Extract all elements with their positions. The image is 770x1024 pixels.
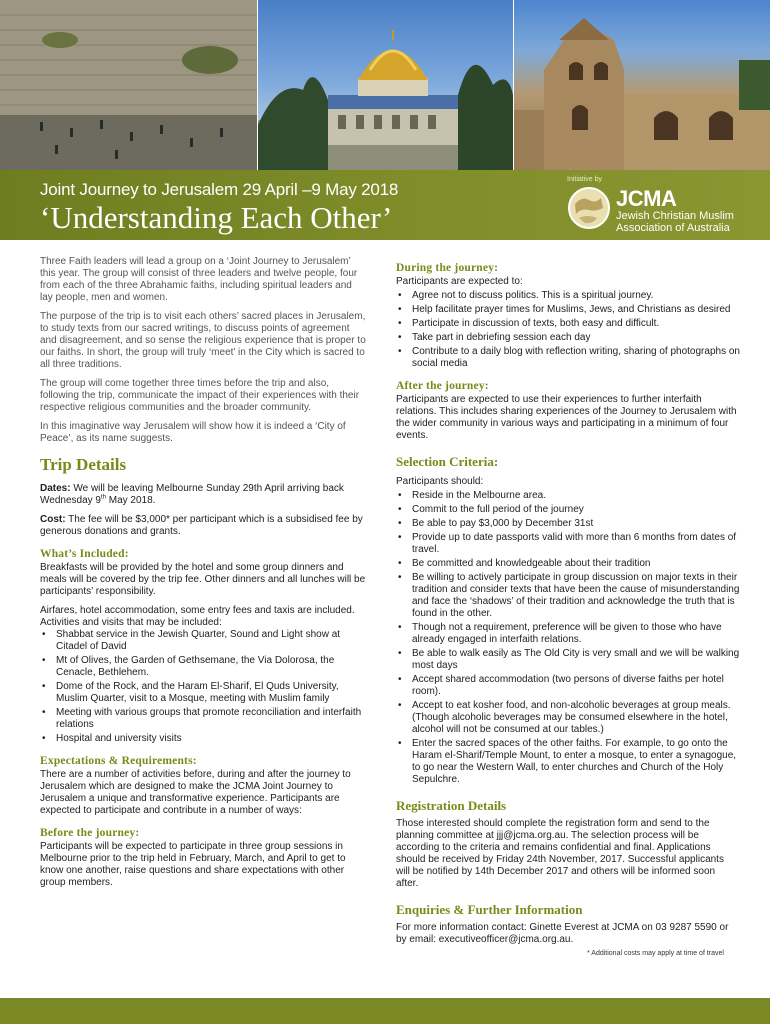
- list-item: • Shabbat service in the Jewish Quarter, Sound and Light show at Citadel of David: [40, 629, 366, 653]
- intro-paragraph: In this imaginative way Jerusalem will show how it is indeed a ‘City of Peace’, as its name suggests.: [40, 421, 346, 444]
- journey-dates-subtitle: Joint Journey to Jerusalem 29 April –9 May 2018: [40, 180, 399, 199]
- list-item: • Participate in discussion of texts, both easy and difficult.: [396, 318, 740, 330]
- list-item: • Agree not to discuss politics. This is a spiritual journey.: [396, 290, 740, 302]
- whats-included-heading: What’s Included:: [40, 548, 129, 560]
- dates-paragraph: [40, 483, 366, 507]
- dome-of-the-rock-photo: [257, 0, 514, 170]
- list-item: • Dome of the Rock, and the Haram El-Sharif, El Quds University, Muslim Quarter, visit to a Mosque, meeting with Muslim family: [40, 681, 366, 705]
- selection-criteria-heading: Selection Criteria:: [396, 454, 499, 469]
- cost-paragraph: [40, 514, 366, 538]
- before-journey-heading: Before the journey:: [40, 827, 140, 839]
- intro-paragraph: The group will come together three times before the trip and also, following the trip, communicate the impact of their experiences with their respective religious communities and the broader community.: [40, 378, 360, 413]
- after-journey-heading: After the journey:: [396, 380, 489, 392]
- selection-criteria-list: [396, 490, 740, 786]
- list-item: • Enter the sacred spaces of the other faiths. For example, to go onto the Haram el-Sharif/Temple Mount, to enter a mosque, to enter a synagogue, to go near the Western Wall, to enter churches and Church of the Holy Sepulchre.: [396, 738, 740, 786]
- footnote: * Additional costs may apply at time of travel: [587, 950, 724, 957]
- intro-section: [40, 256, 366, 445]
- holy-sepulchre-photo: [514, 0, 770, 170]
- list-item: • Reside in the Melbourne area.: [396, 490, 740, 502]
- expectations-paragraph: There are a number of activities before, during and after the journey to Jerusalem which are designed to make the JCMA Joint Journey to Jerusalem a unique and transformative experience. Participants are expected to participate and contribute in a number of ways:: [40, 769, 351, 816]
- page-title: ‘Understanding Each Other’: [40, 200, 393, 235]
- list-item: • Be able to walk easily as The Old City is very small and we will be walking most days: [396, 648, 740, 672]
- expectations-heading: Expectations & Requirements:: [40, 755, 197, 767]
- western-wall-photo: [0, 0, 257, 170]
- during-journey-heading: During the journey:: [396, 262, 499, 274]
- dates-label: Dates:: [40, 483, 71, 494]
- globe-logo-icon: [567, 186, 611, 230]
- logo-name-line-1: Jewish Christian Muslim: [616, 210, 734, 222]
- dates-text: We will be leaving Melbourne Sunday 29th April arriving back Wednesday 9: [40, 483, 344, 506]
- during-journey-intro: Participants are expected to:: [396, 276, 523, 287]
- list-item: • Be committed and knowledgeable about their tradition: [396, 558, 740, 570]
- jcma-logo: [616, 188, 734, 234]
- list-item: • Provide up to date passports valid with more than 6 months from dates of travel.: [396, 532, 740, 556]
- enquiries-heading: Enquiries & Further Information: [396, 902, 583, 917]
- right-column: [396, 256, 740, 946]
- list-item: • Mt of Olives, the Garden of Gethsemane, the Via Dolorosa, the Cenacle, Bethlehem.: [40, 655, 366, 679]
- cost-label: Cost:: [40, 514, 66, 525]
- activities-list: [40, 629, 366, 745]
- airfares-paragraph: Airfares, hotel accommodation, some entry fees and taxis are included. Activities and visits that may be included:: [40, 605, 355, 628]
- header-banner: [0, 170, 770, 240]
- trip-details-heading: Trip Details: [40, 455, 127, 474]
- list-item: • Commit to the full period of the journey: [396, 504, 740, 516]
- logo-name-line-2: Association of Australia: [616, 222, 730, 234]
- footer-bar: [0, 998, 770, 1024]
- dates-text-end: May 2018.: [105, 495, 156, 506]
- left-column: [40, 256, 366, 889]
- list-item: • Take part in debriefing session each day: [396, 332, 740, 344]
- list-item: • Be willing to actively participate in group discussion on major texts in their tradition and consider texts that have been the cause of misunderstanding and face the ‘shadows’ of their tradition and acknowledge the truth that is found in the other.: [396, 572, 740, 620]
- list-item: • Help facilitate prayer times for Muslims, Jews, and Christians as desired: [396, 304, 740, 316]
- selection-intro: Participants should:: [396, 476, 484, 487]
- initiative-label: Initiative by: [567, 176, 603, 183]
- logo-acronym: JCMA: [616, 186, 677, 211]
- list-item: • Hospital and university visits: [40, 733, 366, 745]
- meals-paragraph: Breakfasts will be provided by the hotel and some group dinners and meals will be covered by the trip fee. Other dinners and all lunches will be participants’ responsibility.: [40, 562, 366, 597]
- list-item: • Be able to pay $3,000 by December 31st: [396, 518, 740, 530]
- registration-heading: Registration Details: [396, 798, 507, 813]
- list-item: • Though not a requirement, preference will be given to those who have already engaged in interfaith relations.: [396, 622, 740, 646]
- intro-paragraph: The purpose of the trip is to visit each others’ sacred places in Jerusalem, to study texts from our sacred writings, to discuss points of agreement and disagreement, and so sense the religious experience that is proper to our faiths. In short, the group will truly ‘meet’ in the City which is sacred to all three traditions.: [40, 311, 366, 370]
- during-journey-list: [396, 290, 740, 370]
- list-item: • Meeting with various groups that promote reconciliation and interfaith relations: [40, 707, 366, 731]
- list-item: • Contribute to a daily blog with reflection writing, sharing of photographs on social media: [396, 346, 740, 370]
- intro-paragraph: Three Faith leaders will lead a group on a ‘Joint Journey to Jerusalem’ this year. The group will consist of three leaders and twelve people, four from each of the three Abrahamic faiths, including spiritual leaders and lay people, men and women.: [40, 256, 358, 303]
- list-item: • Accept shared accommodation (two persons of diverse faiths per hotel room).: [396, 674, 740, 698]
- dates-superscript: th: [100, 494, 106, 501]
- cost-text: The fee will be $3,000* per participant which is a subsidised fee by generous donations and grants.: [40, 514, 363, 537]
- list-item: • Accept to eat kosher food, and non-alcoholic beverages at group meals. (Though alcoholic beverages may be consumed elsewhere in the hotel, alcohol will not be consumed at our tables.): [396, 700, 740, 736]
- registration-paragraph: Those interested should complete the registration form and send to the planning committee at jjj@jcma.org.au. The selection process will be according to the criteria and remains confidential and final. Applications should be received by Friday 24th November, 2017. Successful applicants will be notified by 14th December 2017 and others will be informed soon after.: [396, 818, 724, 889]
- photo-strip: [0, 0, 770, 170]
- before-journey-paragraph: Participants will be expected to participate in three group sessions in Melbourne prior to the trip held in February, March, and April to get to know one another, raise questions and share expectations with other group members.: [40, 841, 346, 888]
- enquiries-paragraph: For more information contact: Ginette Everest at JCMA on 03 9287 5590 or by email: executiveofficer@jcma.org.au.: [396, 922, 729, 945]
- after-journey-paragraph: Participants are expected to use their experiences to further interfaith relations. This includes sharing experiences of the Journey to Jerusalem with the wider community in various ways and participating in a minimum of four events.: [396, 394, 737, 441]
